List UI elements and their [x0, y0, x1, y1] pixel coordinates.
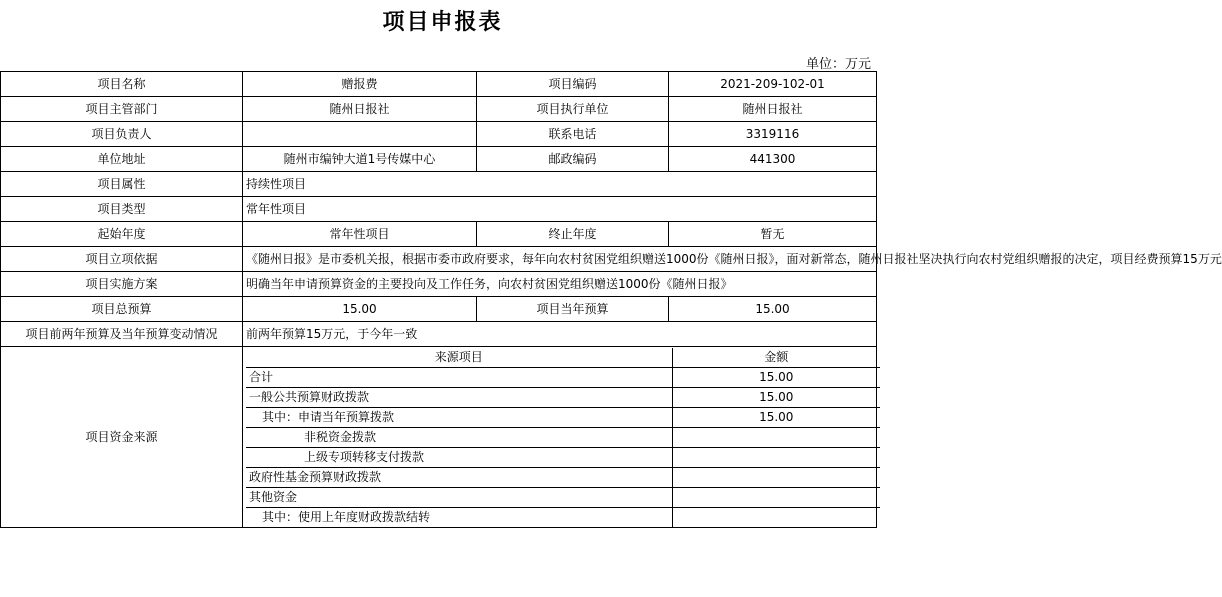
funding-row-label: 其他资金 — [246, 487, 672, 507]
end-year-value: 暂无 — [669, 222, 877, 247]
row-years — [1, 222, 877, 247]
funding-row-label: 非税资金拨款 — [246, 427, 672, 447]
funding-col-amount: 金额 — [672, 348, 880, 368]
row-basis — [1, 247, 877, 272]
zip-label: 邮政编码 — [477, 147, 669, 172]
funding-row-label: 其中：申请当年预算拨款 — [246, 407, 672, 427]
row-address — [1, 147, 877, 172]
address-label: 单位地址 — [1, 147, 243, 172]
project-name-value: 赠报费 — [243, 72, 477, 97]
project-name-label: 项目名称 — [1, 72, 243, 97]
start-year-label: 起始年度 — [1, 222, 243, 247]
plan-value: 明确当年申请预算资金的主要投向及工作任务，向农村贫困党组织赠送1000份《随州日报》 — [243, 272, 877, 297]
phone-label: 联系电话 — [477, 122, 669, 147]
end-year-label: 终止年度 — [477, 222, 669, 247]
row-plan — [1, 272, 877, 297]
funding-row-label: 其中：使用上年度财政拨款结转 — [246, 507, 672, 527]
type-label: 项目类型 — [1, 197, 243, 222]
funding-row-amount — [672, 447, 880, 467]
row-funding — [1, 347, 877, 528]
row-leader — [1, 122, 877, 147]
funding-row — [246, 387, 880, 407]
budget-change-value: 前两年预算15万元，于今年一致 — [243, 322, 877, 347]
funding-row — [246, 367, 880, 387]
funding-row-amount — [672, 467, 880, 487]
row-budget — [1, 297, 877, 322]
project-code-label: 项目编码 — [477, 72, 669, 97]
exec-unit-value: 随州日报社 — [669, 97, 877, 122]
funding-row — [246, 507, 880, 527]
attribute-value: 持续性项目 — [243, 172, 877, 197]
funding-row-amount — [672, 427, 880, 447]
start-year-value: 常年性项目 — [243, 222, 477, 247]
total-budget-value: 15.00 — [243, 297, 477, 322]
zip-value: 441300 — [669, 147, 877, 172]
funding-row-amount — [672, 507, 880, 527]
funding-subtable — [246, 348, 880, 527]
funding-row-amount: 15.00 — [672, 407, 880, 427]
row-attribute — [1, 172, 877, 197]
funding-header-row — [246, 348, 880, 368]
unit-label: 单位：万元 — [805, 57, 871, 72]
row-type — [1, 197, 877, 222]
type-value: 常年性项目 — [243, 197, 877, 222]
funding-row-amount: 15.00 — [672, 387, 880, 407]
funding-row-label: 合计 — [246, 367, 672, 387]
dept-value: 随州日报社 — [243, 97, 477, 122]
row-department — [1, 97, 877, 122]
budget-change-label: 项目前两年预算及当年预算变动情况 — [1, 322, 243, 347]
row-budget-change — [1, 322, 877, 347]
exec-unit-label: 项目执行单位 — [477, 97, 669, 122]
funding-row-label: 上级专项转移支付拨款 — [246, 447, 672, 467]
funding-row — [246, 467, 880, 487]
leader-value — [243, 122, 477, 147]
attribute-label: 项目属性 — [1, 172, 243, 197]
funding-subtable-cell — [243, 347, 877, 528]
funding-row — [246, 447, 880, 467]
project-form-table — [0, 71, 1222, 528]
leader-label: 项目负责人 — [1, 122, 243, 147]
funding-col-source: 来源项目 — [246, 348, 672, 368]
year-budget-value: 15.00 — [669, 297, 877, 322]
project-code-value: 2021-209-102-01 — [669, 72, 877, 97]
funding-row-amount: 15.00 — [672, 367, 880, 387]
page-title: 项目申报表 — [382, 10, 503, 35]
basis-label: 项目立项依据 — [1, 247, 243, 272]
address-value: 随州市编钟大道1号传媒中心 — [243, 147, 477, 172]
year-budget-label: 项目当年预算 — [477, 297, 669, 322]
phone-value: 3319116 — [669, 122, 877, 147]
basis-value: 《随州日报》是市委机关报，根据市委市政府要求，每年向农村贫困党组织赠送1000份《随州日报》，面对新常态，随州日报社坚决执行向农村党组织赠报的决定，项目经费预算15万元 — [243, 247, 877, 272]
total-budget-label: 项目总预算 — [1, 297, 243, 322]
funding-row — [246, 407, 880, 427]
row-project-name — [1, 72, 877, 97]
dept-label: 项目主管部门 — [1, 97, 243, 122]
funding-row-label: 一般公共预算财政拨款 — [246, 387, 672, 407]
funding-row-amount — [672, 487, 880, 507]
plan-label: 项目实施方案 — [1, 272, 243, 297]
funding-row — [246, 487, 880, 507]
funding-row — [246, 427, 880, 447]
funding-row-label: 政府性基金预算财政拨款 — [246, 467, 672, 487]
funding-label: 项目资金来源 — [1, 347, 243, 528]
